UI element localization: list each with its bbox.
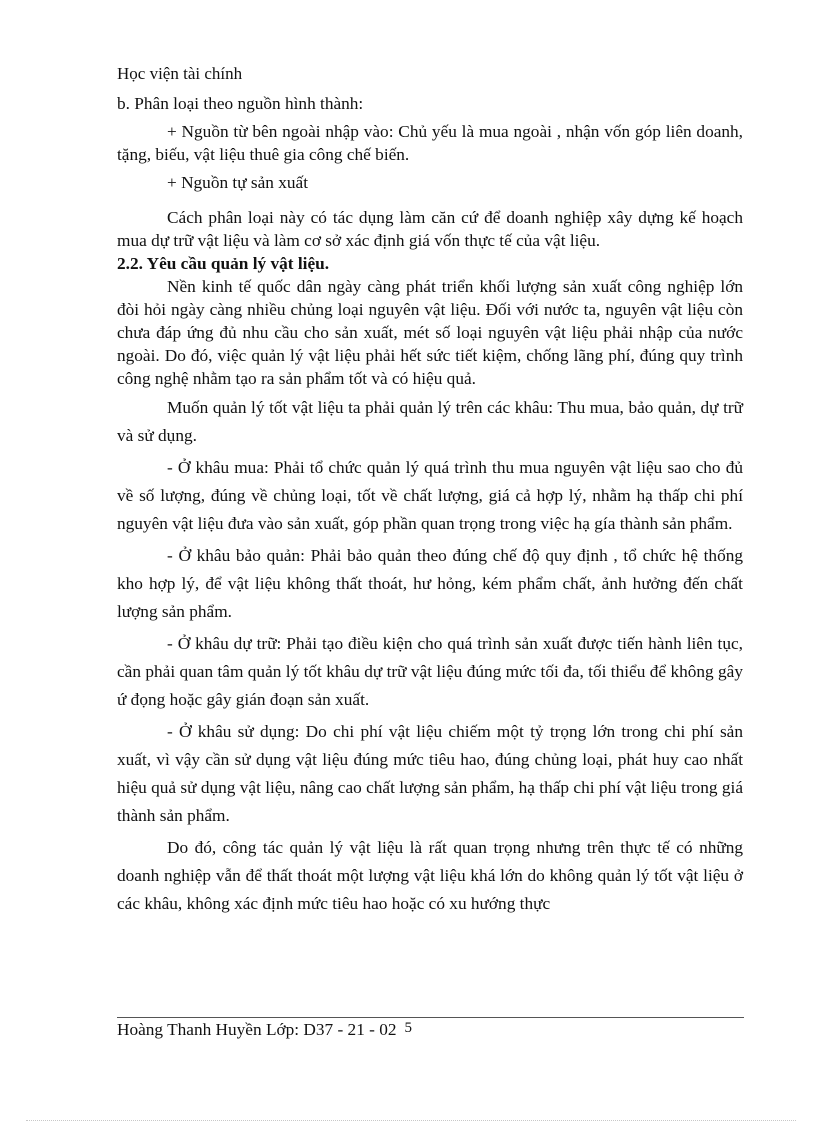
- stages-paragraph: Muốn quản lý tốt vật liệu ta phải quản lý trên các khâu: Thu mua, bảo quản, dự trữ và sử dụng.: [117, 398, 743, 445]
- footer-divider: [117, 1017, 744, 1018]
- page-bottom-dotted-line: [26, 1120, 796, 1121]
- page-footer: [117, 1020, 412, 1040]
- page-header: Học viện tài chính: [117, 64, 243, 83]
- section-b-title: b. Phân loại theo nguồn hình thành:: [117, 94, 364, 113]
- page-number: 5: [404, 1020, 413, 1036]
- source-internal-paragraph: + Nguồn tự sản xuất: [167, 173, 309, 192]
- source-external-paragraph: + Nguồn từ bên ngoài nhập vào: Chủ yếu là mua ngoài , nhận vốn góp liên doanh, tặng, biếu, vật liệu thuê gia công chế biến.: [117, 122, 743, 164]
- footer-author-class: Hoàng Thanh Huyền Lớp: D37 - 21 - 02: [117, 1020, 397, 1039]
- reserve-stage-paragraph: - Ở khâu dự trữ: Phải tạo điều kiện cho quá trình sản xuất được tiến hành liên tục, cần phải quan tâm quản lý tốt khâu dự trữ vật liệu đúng mức tối đa, tối thiểu để không gây ứ đọng hoặc gây gián đoạn sản xuất.: [117, 634, 743, 709]
- economy-paragraph: Nền kinh tế quốc dân ngày càng phát triển khối lượng sản xuất công nghiệp lớn đòi hỏi ngày càng nhiều chủng loại nguyên vật liệu. Đối với nước ta, nguyên vật liệu còn chưa đáp ứng đủ nhu cầu cho sản xuất, mét số loại nguyên vật liệu phải nhập của nước ngoài. Do đó, việc quản lý vật liệu phải hết sức tiết kiệm, chống lãng phí, đúng quy trình công nghệ nhằm tạo ra sản phẩm tốt và có hiệu quả.: [117, 277, 743, 388]
- page-body: [117, 92, 743, 918]
- classification-effect-paragraph: Cách phân loại này có tác dụng làm căn cứ để doanh nghiệp xây dựng kế hoạch mua dự trữ vật liệu và làm cơ sở xác định giá vốn thực tế của vật liệu.: [117, 208, 743, 250]
- purchase-stage-paragraph: - Ở khâu mua: Phải tổ chức quản lý quá trình thu mua nguyên vật liệu sao cho đủ về số lượng, đúng về chủng loại, tốt về chất lượng, giá cả hợp lý, nhằm hạ thấp chi phí nguyên vật liệu đưa vào sản xuất, góp phần quan trọng trong việc hạ gía thành sản phẩm.: [117, 458, 743, 533]
- section-heading-2-2: 2.2. Yêu cầu quản lý vật liệu.: [117, 254, 330, 273]
- storage-stage-paragraph: - Ở khâu bảo quản: Phải bảo quản theo đúng chế độ quy định , tổ chức hệ thống kho hợp lý, để vật liệu không thất thoát, hư hỏng, kém phẩm chất, ảnh hưởng đến chất lượng sản phẩm.: [117, 546, 743, 621]
- usage-stage-paragraph: - Ở khâu sử dụng: Do chi phí vật liệu chiếm một tỷ trọng lớn trong chi phí sản xuất, vì vậy cần sử dụng vật liệu đúng mức tiêu hao, đúng chủng loại, phát huy cao nhất hiệu quả sử dụng vật liệu, nâng cao chất lượng sản phẩm, hạ thấp chi phí vật liệu trong giá thành sản phẩm.: [117, 722, 743, 825]
- conclusion-paragraph: Do đó, công tác quản lý vật liệu là rất quan trọng nhưng trên thực tế có những doanh nghiệp vẫn để thất thoát một lượng vật liệu khá lớn do không quản lý tốt vật liệu ở các khâu, không xác định mức tiêu hao hoặc có xu hướng thực: [117, 838, 743, 913]
